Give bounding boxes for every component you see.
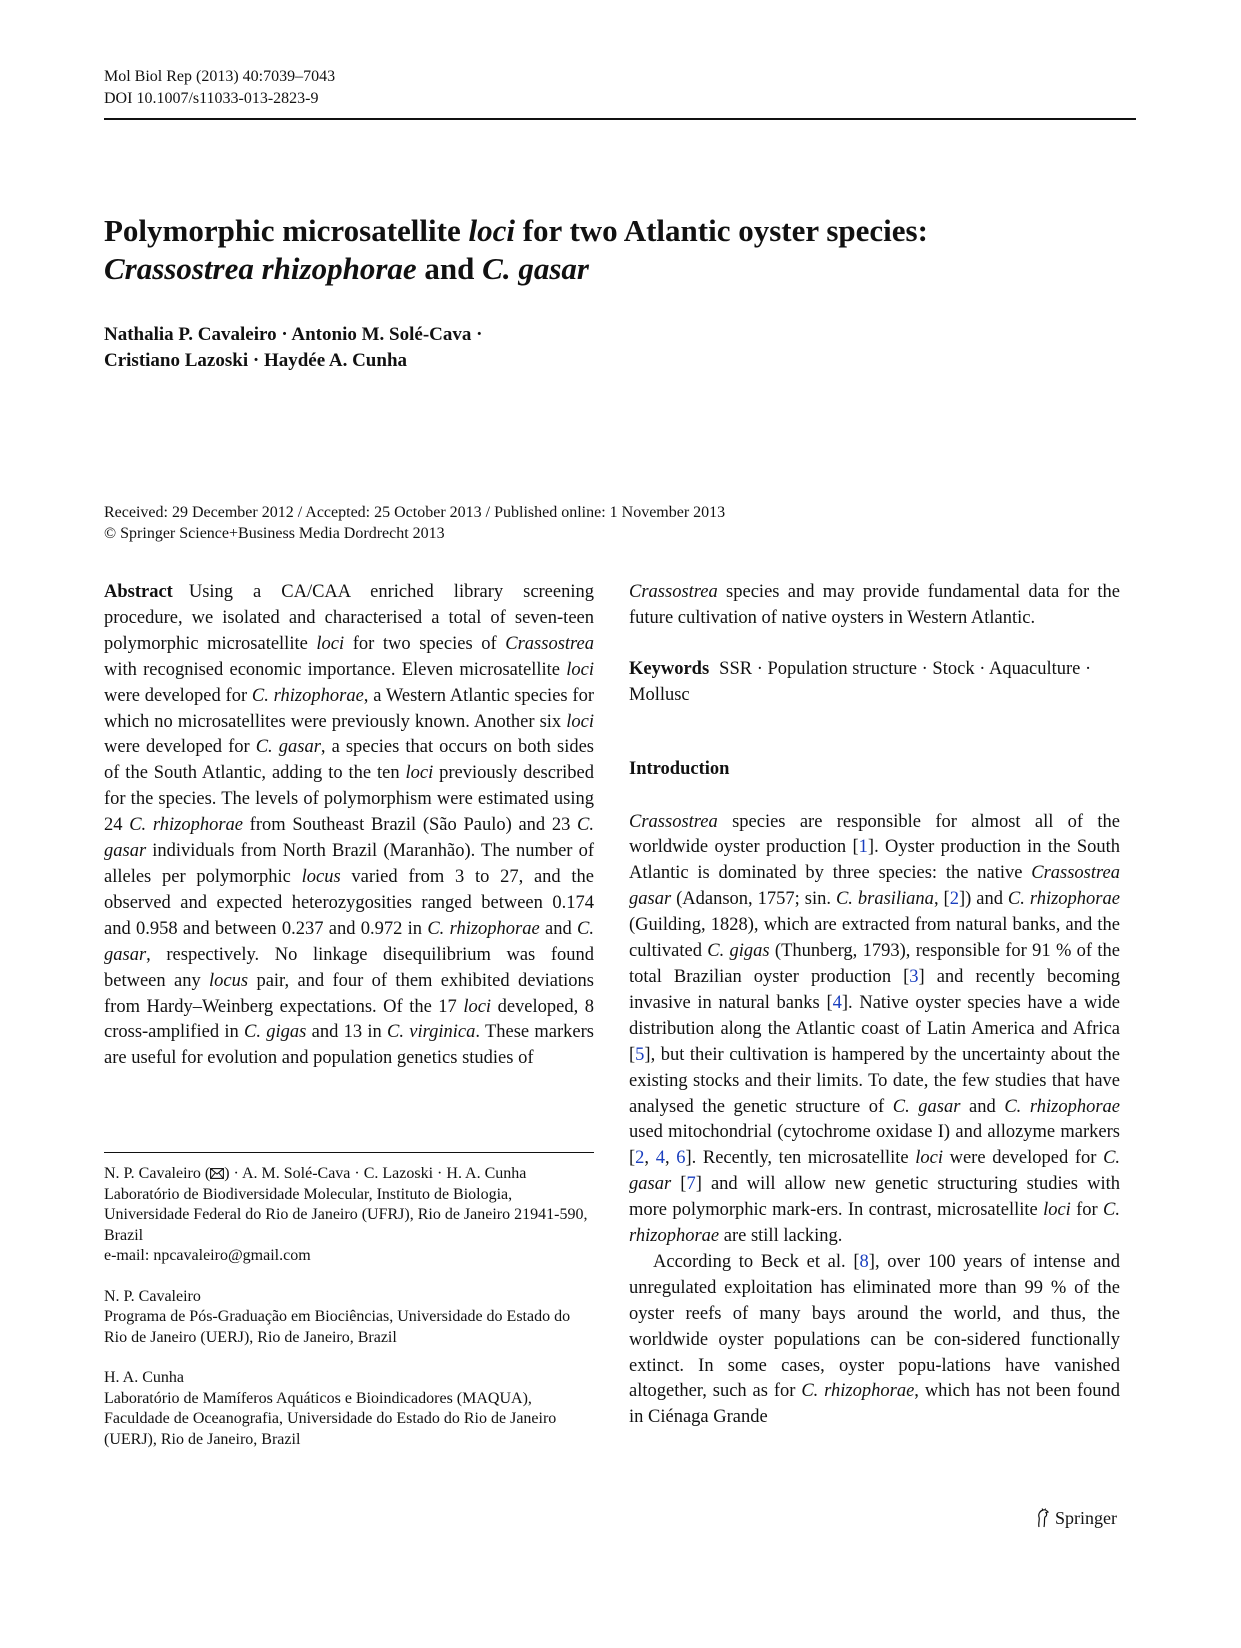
citation-link[interactable]: 3 [909, 966, 919, 987]
envelope-icon [210, 1168, 224, 1179]
copyright-line: © Springer Science+Business Media Dordrecht 2013 [104, 525, 445, 542]
keywords-list: SSR · Population structure · Stock · Aquaculture · Mollusc [629, 658, 1092, 705]
publication-dates [104, 502, 725, 544]
section-heading-introduction: Introduction [629, 758, 730, 779]
doi: DOI 10.1007/s11033-013-2823-9 [104, 90, 319, 107]
intro-paragraph-2: According to Beck et al. [8], over 100 years of intense and unregulated exploitation has eliminated more than 99 % of the oyster reefs of many bays around the world, and thus, the worldwide oyster populations can be con-sidered functionally extinct. In some cases, oyster popu-lations have vanished altogether, such as for C. rhizophorae, which has not been found in Ciénaga Grande [629, 1251, 1120, 1428]
affiliation-3: H. A. Cunha Laboratório de Mamíferos Aquáticos e Bioindicadores (MAQUA), Faculdade de Oceanografia, Universidade do Estado do Rio de Janeiro (UERJ), Rio de Janeiro, Brazil [104, 1369, 557, 1448]
keywords-label: Keywords [629, 658, 710, 679]
author-list: Nathalia P. Cavaleiro · Antonio M. Solé-Cava · Cristiano Lazoski · Haydée A. Cunha [104, 324, 483, 371]
citation-link[interactable]: 2 [635, 1148, 645, 1169]
citation-link[interactable]: 4 [655, 1148, 665, 1169]
publisher-logo [1034, 1506, 1117, 1530]
citation-link[interactable]: 5 [635, 1044, 645, 1065]
author: Cristiano Lazoski [104, 350, 249, 371]
affiliation-1: N. P. Cavaleiro ( ) · A. M. Solé-Cava · C. Lazoski · H. A. Cunha Laboratório de Biodiversidade Molecular, Instituto de Biologia, Universidade Federal do Rio de Janeiro (UFRJ), Rio de Janeiro 21941-590, Brazil e-mail: npcavaleiro@gmail.com [104, 1165, 588, 1264]
citation-link[interactable]: 8 [859, 1251, 869, 1272]
citation-link[interactable]: 2 [949, 889, 959, 910]
author: Haydée A. Cunha [263, 350, 408, 371]
intro-paragraph-1: Crassostrea species are responsible for almost all of the worldwide oyster production [1]. Oyster production in the South Atlantic is dominated by three species: the native Crassostrea gasar (Adanson, 1757; sin. C. brasiliana, [2]) and C. rhizophorae (Guilding, 1828), which are extracted from natural banks, and the cultivated C. gigas (Thunberg, 1793), responsible for 91 % of the total Brazilian oyster production [3] and recently becoming invasive in natural banks [4]. Native oyster species have a wide distribution along the Atlantic coast of Latin America and Africa [5], but their cultivation is hampered by the uncertainty about the existing stocks and their limits. To date, the few studies that have analysed the genetic structure of C. gasar and C. rhizophorae used mitochondrial (cytochrome oxidase I) and allozyme markers [2, 4, 6]. Recently, ten microsatellite loci were developed for C. gasar [7] and will allow new genetic structuring studies with more polymorphic mark-ers. In contrast, microsatellite loci for C. rhizophorae are still lacking. [629, 811, 1121, 1247]
journal-header [104, 66, 335, 110]
header-rule [104, 118, 1136, 120]
abstract: Abstract Using a CA/CAA enriched library screening procedure, we isolated and characterised a total of seven-teen polymorphic microsatellite loci for two species of Crassostrea with recognised economic importance. Eleven microsatellite loci were developed for C. rhizophorae, a Western Atlantic species for which no microsatellites were previously known. Another six loci were developed for C. gasar, a species that occurs on both sides of the South Atlantic, adding to the ten loci previously described for the species. The levels of polymorphism were estimated using 24 C. rhizophorae from Southeast Brazil (São Paulo) and 23 C. gasar individuals from North Brazil (Maranhão). The number of alleles per polymorphic locus varied from 3 to 27, and the observed and expected heterozygosities ranged between 0.174 and 0.958 and between 0.237 and 0.972 in C. rhizophorae and C. gasar, respectively. No linkage disequilibrium was found between any locus pair, and four of them exhibited deviations from Hardy–Weinberg expectations. Of the 17 loci developed, 8 cross-amplified in C. gigas and 13 in C. virginica. These markers are useful for evolution and population genetics studies of [104, 582, 595, 1069]
author: Antonio M. Solé-Cava [291, 324, 472, 345]
paper-title: Polymorphic microsatellite loci for two Atlantic oyster species: Crassostrea rhizophorae and C. gasar [104, 213, 928, 286]
citation-link[interactable]: 7 [686, 1174, 696, 1195]
springer-horse-icon [1034, 1508, 1052, 1528]
corresponding-email[interactable]: e-mail: npcavaleiro@gmail.com [104, 1247, 311, 1264]
citation-link[interactable]: 6 [676, 1148, 686, 1169]
history-line: Received: 29 December 2012 / Accepted: 25 October 2013 / Published online: 1 November 2013 [104, 504, 726, 521]
citation-link[interactable]: 1 [858, 837, 868, 858]
footnote-rule [104, 1152, 594, 1153]
affiliation-2: N. P. Cavaleiro Programa de Pós-Graduação em Biociências, Universidade do Estado do Rio de Janeiro (UERJ), Rio de Janeiro, Brazil [104, 1287, 571, 1346]
citation-link[interactable]: 4 [832, 992, 842, 1013]
journal-citation: Mol Biol Rep (2013) 40:7039–7043 [104, 68, 336, 85]
affiliations [104, 1164, 594, 1470]
publisher-name: Springer [1055, 1508, 1117, 1528]
keywords [629, 657, 1120, 709]
author: Nathalia P. Cavaleiro [104, 324, 277, 345]
left-column [104, 580, 594, 1072]
abstract-continued: Crassostrea species and may provide fundamental data for the future cultivation of native oysters in Western Atlantic. [629, 582, 1120, 628]
right-column [629, 580, 1120, 1431]
abstract-label: Abstract [104, 582, 173, 602]
